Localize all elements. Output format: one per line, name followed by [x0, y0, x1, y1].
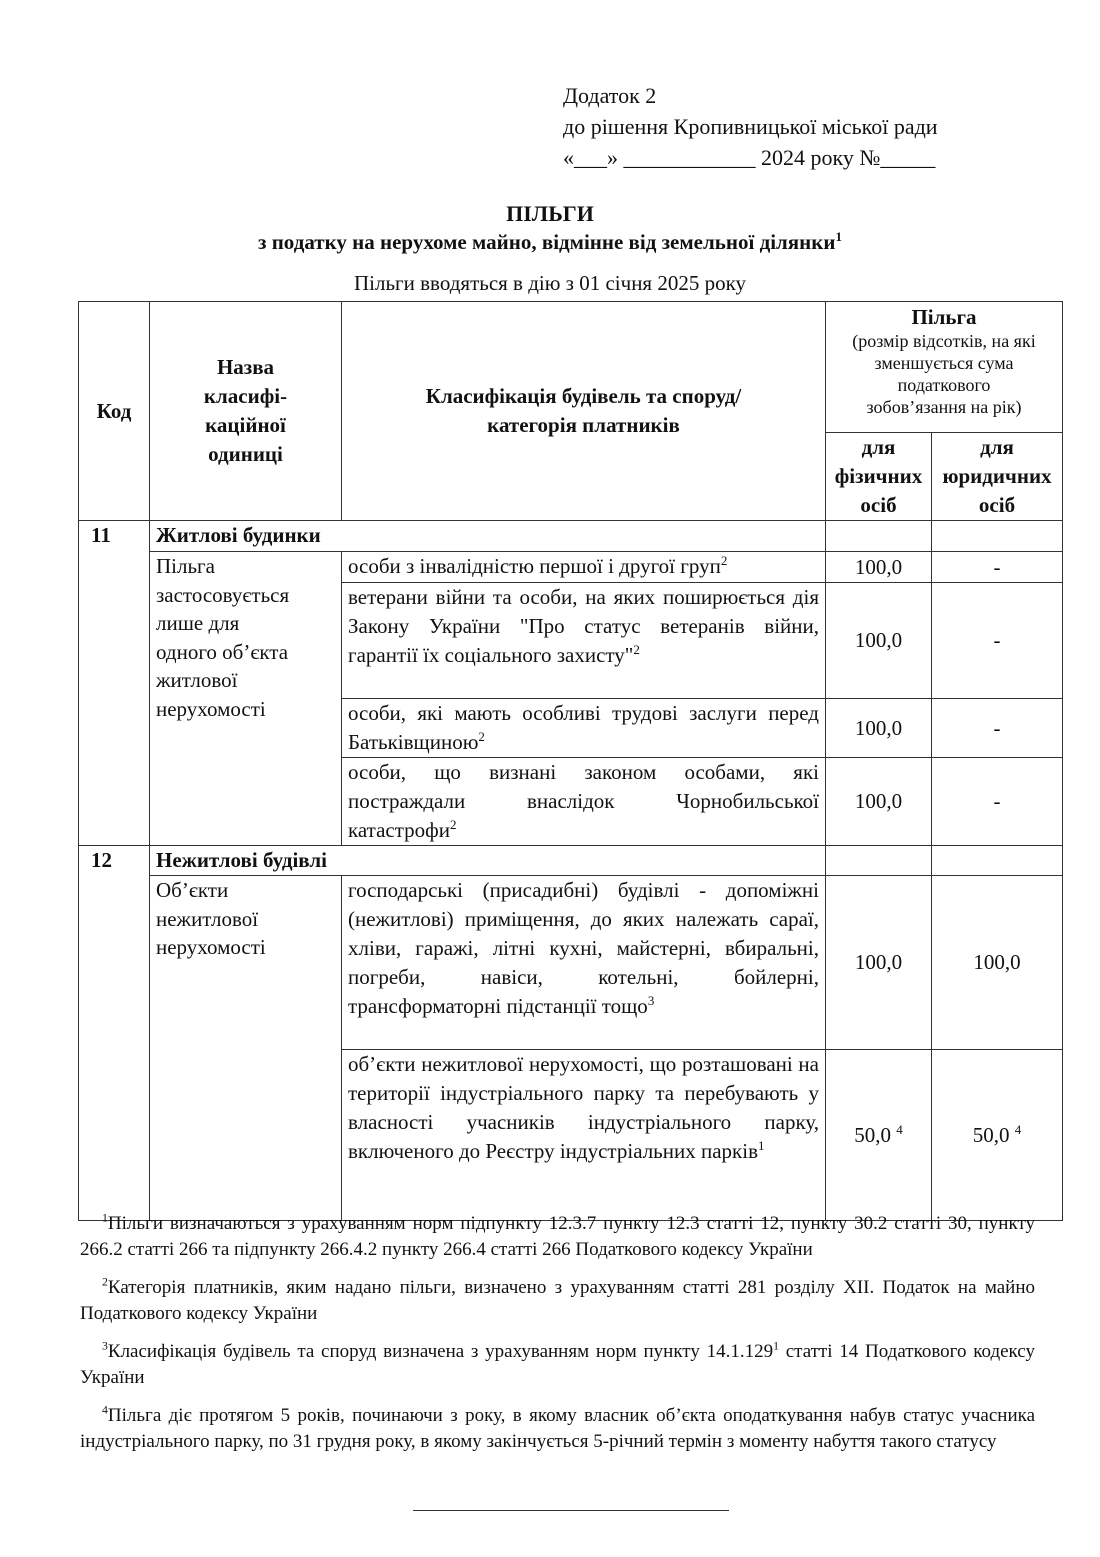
attachment-decision: до рішення Кропивницької міської ради	[563, 114, 938, 139]
footnotes	[80, 1211, 1035, 1467]
page-subtitle: з податку на нерухоме майно, відмінне від земельної ділянки$^1$	[258, 229, 842, 254]
header-row	[79, 302, 1063, 433]
page-title: ПІЛЬГИ	[506, 201, 594, 226]
footnote-3: $^3$Класифікація будівель та споруд визначена з урахуванням норм пункту 14.1.129$^1$ статті 14 Податкового кодексу України	[80, 1339, 1035, 1388]
category-cell: господарські (присадибні) будівлі - допоміжні (нежитлові) приміщення, до яких належать сараї, хліви, гаражі, літні кухні, майстерні, вбиральні, погреби, навіси, котельні, бойлерні, трансформаторні підстанції тощо$^3$	[342, 876, 826, 1050]
category-cell: особи, які мають особливі трудові заслуги перед Батьківщиною$^2$	[342, 699, 826, 758]
legal-value: -	[932, 699, 1063, 758]
legal-value: -	[932, 552, 1063, 583]
header-individuals: для фізичних осіб	[826, 433, 932, 521]
header-classification: Класифікація будівель та споруд/ категорія платників	[342, 302, 826, 521]
header-unit-name: Назва класифі- каційної одиниці	[150, 302, 342, 521]
unit-name: Об’єкти нежитлової нерухомості	[150, 876, 342, 1221]
individuals-value: 100,0	[826, 758, 932, 846]
section-title: Нежитлові будівлі	[150, 846, 826, 876]
header-legal-entities: для юридичних осіб	[932, 433, 1063, 521]
legal-value: 100,0	[932, 876, 1063, 1050]
legal-value: -	[932, 758, 1063, 846]
attachment-header	[563, 80, 938, 173]
table-row	[79, 876, 1063, 1050]
individuals-value: 100,0	[826, 699, 932, 758]
unit-name: Пільга застосовується лише для одного об’єкта житлової нерухомості	[150, 552, 342, 846]
category-cell: особи з інвалідністю першої і другої груп$^2$	[342, 552, 826, 583]
section-code: 12	[79, 846, 150, 1221]
section-title: Житлові будинки	[150, 521, 826, 552]
section-row	[79, 846, 1063, 876]
legal-value: 50,0 $^4$	[932, 1050, 1063, 1221]
footnote-2: $^2$Категорія платників, яким надано пільги, визначено з урахуванням статті 281 розділу XII. Податок на майно Податкового кодексу України	[80, 1275, 1035, 1324]
header-benefit: Пільга (розмір відсотків, на які зменшується сума податкового зобов’язання на рік)	[826, 302, 1063, 433]
header-code: Код	[79, 302, 150, 521]
individuals-value: 100,0	[826, 552, 932, 583]
section-row	[79, 521, 1063, 552]
footnote-1: $^1$Пільги визначаються з урахуванням норм підпункту 12.3.7 пункту 12.3 статті 12, пункту 30.2 статті 30, пункту 266.2 статті 266 та підпункту 266.4.2 пункту 266.4 статті 266 Податкового кодексу України	[80, 1211, 1035, 1260]
individuals-value: 50,0 $^4$	[826, 1050, 932, 1221]
category-cell: об’єкти нежитлової нерухомості, що розташовані на території індустріального парку та перебувають у власності учасників індустріального парку, включеного до Реєстру індустріальних парків$^1$	[342, 1050, 826, 1221]
benefits-table	[78, 301, 1063, 1221]
individuals-value: 100,0	[826, 876, 932, 1050]
end-divider	[413, 1510, 729, 1511]
footnote-4: $^4$Пільга діє протягом 5 років, починаючи з року, в якому власник об’єкта оподаткування набув статус учасника індустріального парку, по 31 грудня року, в якому закінчується 5-річний термін з моменту набуття такого статусу	[80, 1403, 1035, 1452]
individuals-value: 100,0	[826, 583, 932, 699]
category-cell: ветерани війни та особи, на яких поширюється дія Закону України "Про статус ветеранів війни, гарантії їх соціального захисту"$^2$	[342, 583, 826, 699]
effective-date: Пільги вводяться в дію з 01 січня 2025 року	[353, 271, 746, 295]
legal-value: -	[932, 583, 1063, 699]
table-row	[79, 552, 1063, 583]
section-code: 11	[79, 521, 150, 846]
attachment-number: Додаток 2	[563, 83, 657, 108]
attachment-date-number: «___» ____________ 2024 року №_____	[563, 145, 936, 170]
category-cell: особи, що визнані законом особами, які постраждали внаслідок Чорнобильської катастрофи$^2$	[342, 758, 826, 846]
